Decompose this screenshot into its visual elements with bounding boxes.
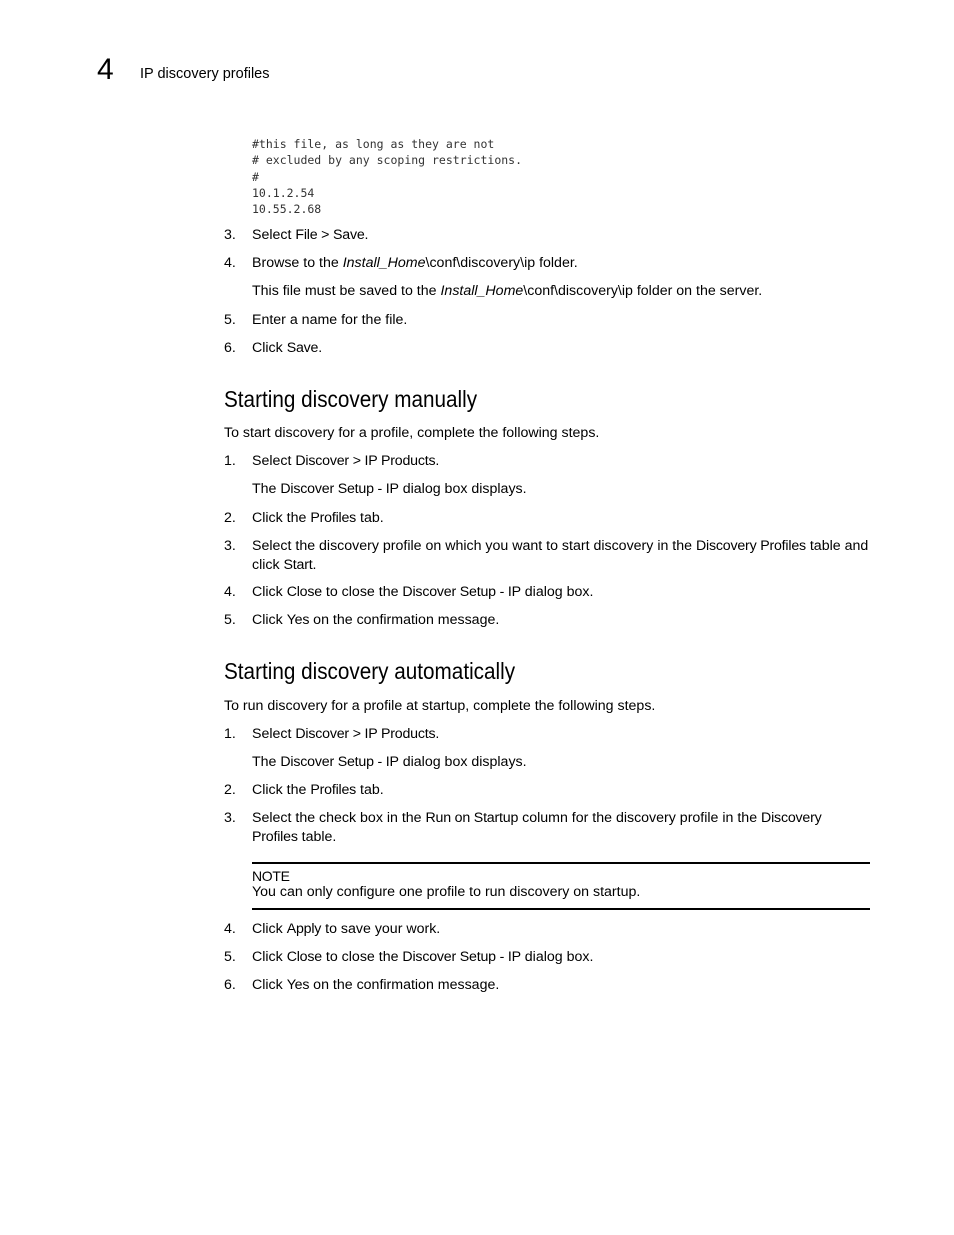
code-block: #this file, as long as they are not # excluded by any scoping restrictions. # 10.1.2.54 10.55.2.68 (252, 137, 523, 217)
step-number: 5. (224, 312, 236, 328)
step-number: 4. (224, 584, 236, 600)
step-click-yes: Click Yes on the confirmation message. (252, 612, 500, 628)
step-click-profiles: Click the Profiles tab. (252, 510, 384, 526)
step-select-discover: Select Discover > IP Products. (252, 453, 440, 469)
chapter-number: 4 (97, 53, 114, 86)
step-number: 6. (224, 340, 236, 356)
step-select-checkbox: Select the check box in the Run on Startup column for the discovery profile in the Discovery Profiles table. (252, 810, 822, 845)
step-number: 5. (224, 612, 236, 628)
step-number: 1. (224, 453, 236, 469)
section-title: IP discovery profiles (140, 66, 270, 82)
step-sub-dialog: The Discover Setup - IP dialog box displays. (252, 754, 527, 770)
step-note: This file must be saved to the Install_Home\conf\discovery\ip folder on the server. (252, 283, 763, 299)
step-click-close: Click Close to close the Discover Setup - IP dialog box. (252, 584, 594, 600)
step-select-profile: Select the discovery profile on which you want to start discovery in the Discovery Profiles table and click Start. (252, 538, 869, 573)
heading-automatic: Starting discovery automatically (224, 658, 516, 684)
intro-automatic: To run discovery for a profile at startup, complete the following steps. (224, 698, 656, 714)
note-text: You can only configure one profile to run discovery on startup. (252, 884, 641, 900)
step-number: 4. (224, 921, 236, 937)
step-sub-dialog: The Discover Setup - IP dialog box displays. (252, 481, 527, 497)
step-click-close: Click Close to close the Discover Setup - IP dialog box. (252, 949, 594, 965)
step-number: 3. (224, 538, 236, 554)
step-number: 6. (224, 977, 236, 993)
step-number: 2. (224, 510, 236, 526)
step-click-apply: Click Apply to save your work. (252, 921, 441, 937)
step-click-yes: Click Yes on the confirmation message. (252, 977, 500, 993)
step-number: 5. (224, 949, 236, 965)
ui-term: Save (286, 340, 319, 356)
intro-manual: To start discovery for a profile, complete the following steps. (224, 425, 600, 441)
heading-manual: Starting discovery manually (224, 386, 478, 412)
step-number: 3. (224, 810, 236, 826)
step-number: 4. (224, 255, 236, 271)
step-click-save: Click Save. (252, 340, 323, 356)
step-number: 1. (224, 726, 236, 742)
step-select-file-save: Select File > Save. (252, 227, 369, 243)
step-browse-folder: Browse to the Install_Home\conf\discovery\ip folder. (252, 255, 578, 271)
note-box (252, 862, 870, 910)
step-number: 2. (224, 782, 236, 798)
step-enter-name: Enter a name for the file. (252, 312, 408, 328)
step-click-profiles: Click the Profiles tab. (252, 782, 384, 798)
note-label: NOTE (252, 868, 290, 884)
step-number: 3. (224, 227, 236, 243)
ui-term: File > Save (295, 227, 365, 243)
step-select-discover: Select Discover > IP Products. (252, 726, 440, 742)
